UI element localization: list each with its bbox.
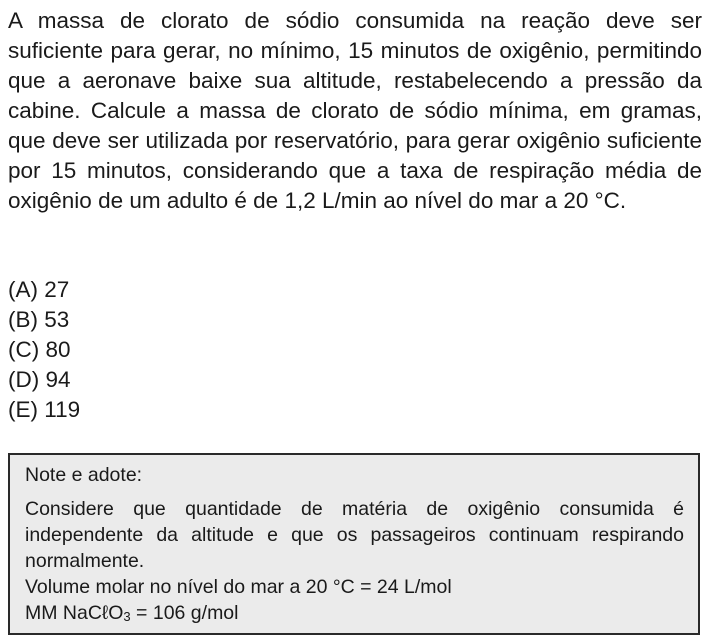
note-text: Considere que quantidade de matéria de oxigênio consumida é independente da altitude e que os passageiros continuam respirando normalmente. [25,498,684,572]
question-text: A massa de clorato de sódio consumida na reação deve ser suficiente para gerar, no mínimo, 15 minutos de oxigênio, permitindo que a aeronave baixe sua altitude, restabelecendo a pressão da cabine. Calcule a massa de clorato de sódio mínima, em gramas, que deve ser utilizada por reservatório, para gerar oxigênio suficiente por 15 minutos, considerando que a taxa de respiração média de oxigênio de um adulto é de 1,2 L/min ao nível do mar a 20 °C. [8,8,702,213]
option-a[interactable]: (A) 27 [8,277,70,302]
molar-volume-line: Volume molar no nível do mar a 20 °C = 24 L/mol [25,576,452,598]
molar-mass-line [25,600,684,626]
option-c[interactable]: (C) 80 [8,337,71,362]
option-e[interactable]: (E) 119 [8,397,81,422]
molar-mass-prefix: MM NaCℓO [25,602,124,624]
note-box [8,453,700,635]
molar-mass-suffix: = 106 g/mol [130,602,239,624]
molar-mass-subscript: 3 [123,609,131,624]
note-title: Note e adote: [25,464,143,486]
answer-options [8,275,80,425]
option-b[interactable]: (B) 53 [8,307,70,332]
option-d[interactable]: (D) 94 [8,367,71,392]
